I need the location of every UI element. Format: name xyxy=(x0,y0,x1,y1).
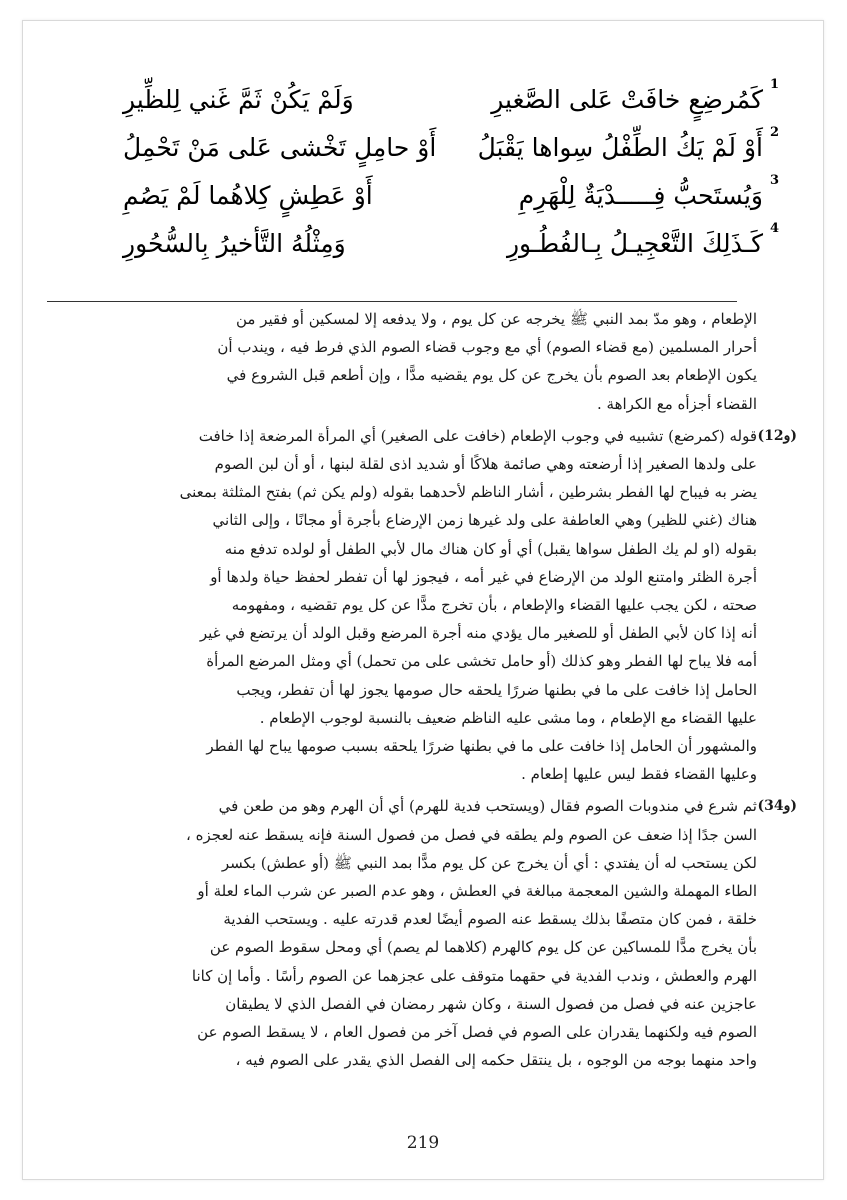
commentary-section-1-2 xyxy=(97,422,797,789)
text-line: وعليها القضاء فقط ليس عليها إطعام . xyxy=(521,765,757,784)
separator-rule xyxy=(47,301,737,302)
verse-second-hemistich: أَوْ حامِلٍ تَخْشى عَلى مَنْ تَحْمِلُ xyxy=(123,133,437,162)
text-line: لكن يستحب له أن يفتدي : أي أن يخرج عن كل يوم مدًّا بمد النبي ﷺ (أو عطش) بكسر xyxy=(221,853,757,872)
verse-first-hemistich: كَـذَلِكَ التَّعْجِيـلُ بِـالفُطُـورِ xyxy=(506,229,763,258)
text-line: عليها القضاء مع الإطعام ، وما مشى عليه الناظم ضعيف بالنسبة لوجوب الإطعام . xyxy=(259,708,757,727)
verse-line xyxy=(123,125,779,177)
verse-second-hemistich: وَلَمْ يَكُنْ ثَمَّ غَني لِلظِّيرِ xyxy=(123,85,354,114)
text-line: خلقة ، فمن كان متصفًا بذلك يسقط عنه الصوم أيضًا لعدم قدرته عليه . ويستحب الفدية xyxy=(223,910,757,929)
verse-number: 2 xyxy=(769,125,779,140)
text-line: أجرة الظئر وامتنع الولد من الإرضاع في غير أمه ، فيجوز لها أن تفطر لحفظ حياة ولدها أو xyxy=(210,567,757,586)
text-line: أحرار المسلمين (مع قضاء الصوم) أي مع وجوب قضاء الصوم الذي فرط فيه ، ويندب أن xyxy=(217,338,757,357)
text-line: الطاء المهملة والشين المعجمة مبالغة في العطش ، وهو عدم الصبر عن شرب الماء لعلة أو xyxy=(197,882,757,901)
text-line: الحامل إذا خافت على ما في بطنها ضررًا يلحقه حال صومها يجوز لها أن تفطر، ويجب xyxy=(236,680,757,699)
book-page xyxy=(22,20,824,1180)
poem-block xyxy=(123,77,779,273)
text-line: الصوم فيه ولكنهما يقدران على الصوم في فصل آخر من فصول العام ، لا يسقط الصوم عن xyxy=(197,1023,757,1042)
text-line: على ولدها الصغير إذا أرضعته وهي صائمة هلاكًا أو شديد اذى لقلة لبنها ، أو أن لبن الصوم xyxy=(214,455,757,474)
text-line: يكون الإطعام بعد الصوم بأن يخرج عن كل يوم يقضيه مدًّا ، وإن أطعم قبل الشروع في xyxy=(226,366,757,385)
verse-first-hemistich: أَوْ لَمْ يَكُ الطِّفْلُ سِواها يَقْبَلُ xyxy=(477,133,763,162)
text-line: أمه فلا يباح لها الفطر وهو كذلك (أو حامل تخشى على من تحمل) أي ومثل المرضع المرأة xyxy=(206,652,757,671)
text-line: صحته ، لكن يجب عليها القضاء والإطعام ، بأن تخرج مدًّا عن كل يوم تقضيه ، ومفهومه xyxy=(231,596,757,615)
text-line: الهرم والعطش ، وندب الفدية في حقهما متوقف على عجزهما عن الصوم رأسًا . وأما إن كانا xyxy=(191,966,757,985)
page-number: 219 xyxy=(406,1133,440,1153)
text-line: هناك (غني للظير) وهي العاطفة على ولد غيرها زمن الإرضاع بأجرة أو مجانًا ، وإلى الثاني xyxy=(212,511,757,530)
text-line: يضر به فيباح لها الفطر بشرطين ، أشار الناظم لأحدهما بقوله (ولم يكن ثم) بفتح المثلثة بمعنى xyxy=(179,483,757,502)
verse-first-hemistich: وَيُستَحبُّ فِـــــدْيَةٌ لِلْهَرِمِ xyxy=(518,181,763,210)
text-line: بقوله (او لم يك الطفل سواها يقبل) أي أو كان هناك مال لأبي الطفل أو لولده تدفع منه xyxy=(224,539,757,558)
text-line: بأن يخرج مدًّا للمساكين عن كل يوم كالهرم (كلاهما لم يصم) أي ومحل سقوط الصوم عن xyxy=(209,938,757,957)
text-line: الإطعام ، وهو مدّ بمد النبي ﷺ يخرجه عن كل يوم ، ولا يدفعه إلا لمسكين أو فقير من xyxy=(235,310,757,328)
commentary-section-3-4 xyxy=(97,792,797,1074)
text-line: والمشهور أن الحامل إذا خافت على ما في بطنها ضررًا يلحقه بسبب صومها يباح لها الفطر xyxy=(206,737,757,756)
text-line: واحد منهما بوجه من الوجوه ، بل ينتقل حكمه إلى الفصل الذي يقدر على الصوم فيه ، xyxy=(235,1051,757,1070)
commentary xyxy=(97,305,797,1074)
verse-line xyxy=(123,173,779,225)
intro-paragraph xyxy=(97,305,757,418)
verse-second-hemistich: وَمِثْلُهُ التَّأخيرُ بِالسُّحُورِ xyxy=(123,229,346,258)
verse-number: 1 xyxy=(769,77,779,92)
verse-number: 4 xyxy=(769,221,779,236)
verse-second-hemistich: أَوْ عَطِشٍ كِلاهُما لَمْ يَصُمِ xyxy=(123,181,373,210)
verse-number: 3 xyxy=(769,173,779,188)
text-line: القضاء أجزأه مع الكراهة . xyxy=(597,394,757,413)
text-line: أنه إذا كان لأبي الطفل أو للصغير مال يؤدي منه أجرة المرضع وقبل الولد أن يرتضع في غير xyxy=(199,624,757,643)
verse-line xyxy=(123,221,779,273)
verse-line xyxy=(123,77,779,129)
text-line: قوله (كمرضع) تشبيه في وجوب الإطعام (خافت على الصغير) أي المرأة المرضعة إذا خافت xyxy=(198,426,757,445)
verse-reference: (1و2) xyxy=(757,427,797,444)
verse-first-hemistich: كَمُرضِعٍ خافَتْ عَلى الصَّغيرِ xyxy=(491,85,763,114)
verse-reference: (3و4) xyxy=(757,798,797,815)
text-line: عاجزين عنه في فصل من فصول السنة ، وكان شهر رمضان في الفصل الذي لا يطيقان xyxy=(225,994,757,1013)
text-line: السن جدًا إذا ضعف عن الصوم ولم يطقه في فصل من فصول السنة فإنه يسقط عنه لعجزه ، xyxy=(186,825,757,844)
text-line: ثم شرع في مندوبات الصوم فقال (ويستحب فدية للهرم) أي أن الهرم وهو من طعن في xyxy=(218,797,757,816)
